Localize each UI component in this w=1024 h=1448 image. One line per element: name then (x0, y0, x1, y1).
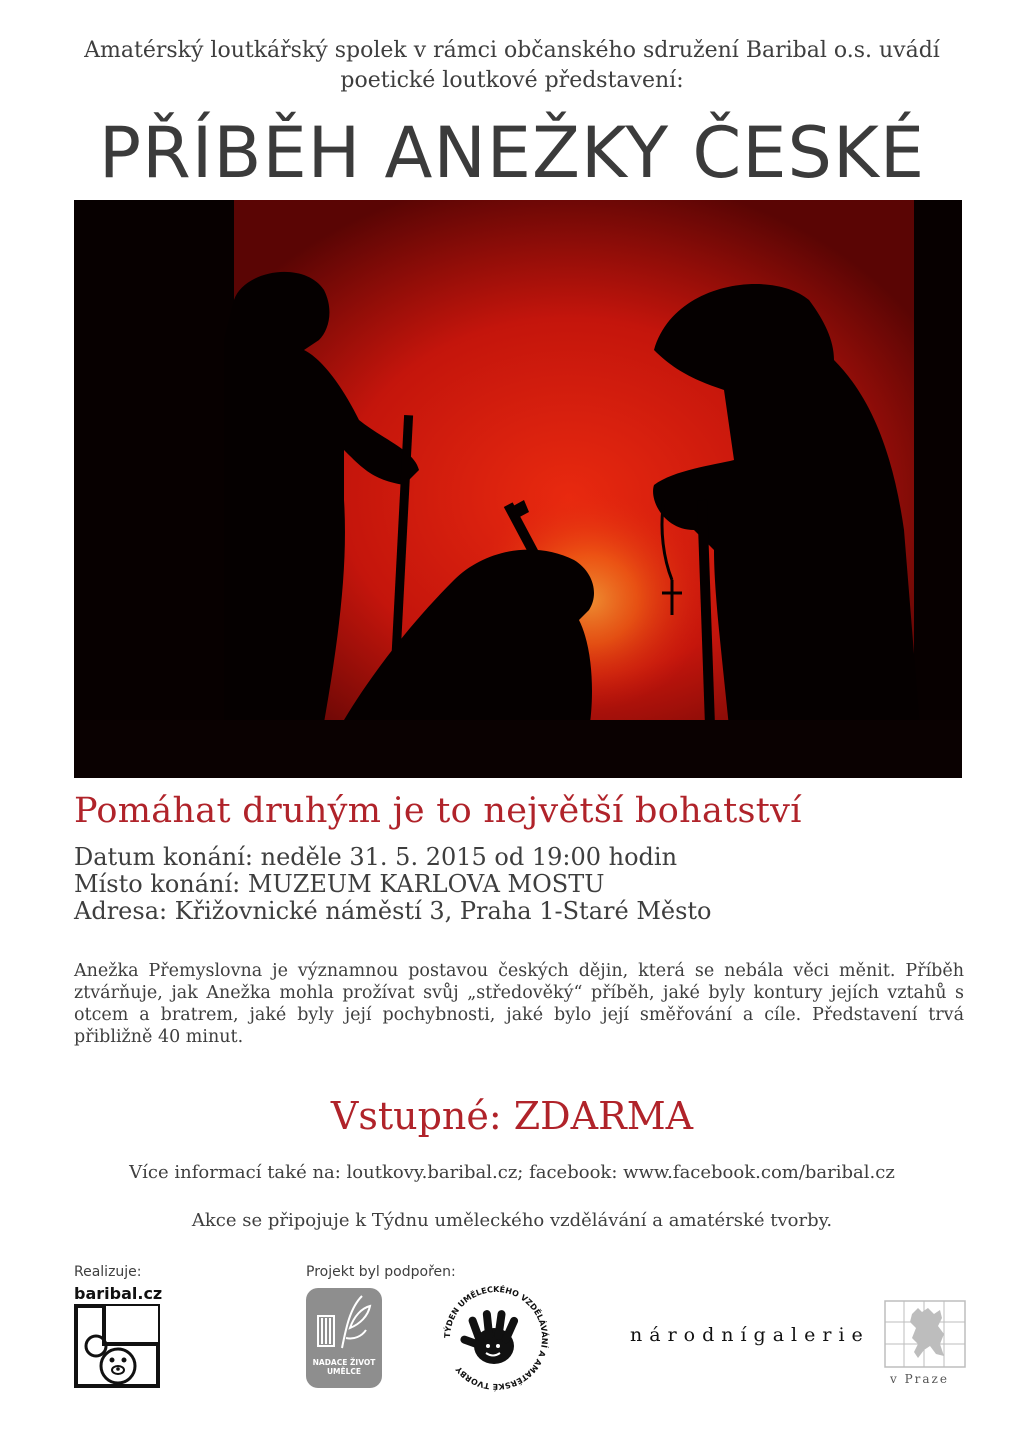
ng-logo-sub: v Praze (890, 1372, 949, 1386)
description: Anežka Přemyslovna je významnou postavou českých dějin, která se nebála věci měnit. Příběh ztvárňuje, jak Anežka mohla prožívat svůj „středověký“ příběh, jaké byly kontury jejích vztahů s otcem a bratrem, jaké byly její pochybnosti, jaké bylo její směřování a cíle. Představení trvá přibližně 40 minut. (74, 961, 964, 1047)
event-details (74, 844, 712, 925)
event-place: Místo konání: MUZEUM KARLOVA MOSTU (74, 870, 605, 898)
nadace-logo (306, 1288, 382, 1388)
event-note: Akce se připojuje k Týdnu uměleckého vzdělávání a amatérské tvorby. (191, 1210, 833, 1231)
baribal-logo-text: baribal.cz (74, 1284, 163, 1303)
narodni-galerie-logo (630, 1300, 966, 1390)
tyden-logo (440, 1282, 552, 1394)
supported-label: Projekt byl podpořen: (306, 1264, 456, 1280)
more-info: Více informací také na: loutkovy.baribal.cz; facebook: www.facebook.com/baribal.cz (129, 1162, 895, 1183)
tyden-logo-text: TÝDEN UMĚLECKÉHO VZDĚLÁVÁNÍ A AMATÉRSKÉ TVORBY (442, 1284, 550, 1392)
baribal-logo (74, 1284, 163, 1388)
admission-price: Vstupné: ZDARMA (330, 1094, 694, 1138)
nadace-logo-text: NADACE ŽIVOT UMĚLCE (312, 1358, 376, 1376)
hand-icon (440, 1282, 552, 1394)
shadow-puppet-photo (74, 200, 962, 778)
column-leaf-icon (306, 1288, 382, 1358)
ng-logo-text: národnígalerie (630, 1324, 870, 1346)
bear-icon (74, 1304, 160, 1388)
intro-line-1: Amatérský loutkářský spolek v rámci občanského sdružení Baribal o.s. uvádí (84, 38, 940, 63)
prague-lion-icon (884, 1300, 966, 1368)
realizuje-label: Realizuje: (74, 1264, 142, 1280)
event-date: Datum konání: neděle 31. 5. 2015 od 19:00 hodin (74, 843, 678, 871)
motto: Pomáhat druhým je to největší bohatství (74, 791, 802, 831)
intro-line-2: poetické loutkové představení: (340, 68, 684, 93)
poster-title: PŘÍBĚH ANEŽKY ČESKÉ (98, 112, 926, 194)
intro-text (0, 36, 1024, 96)
event-address: Adresa: Křižovnické náměstí 3, Praha 1-Staré Město (74, 897, 712, 925)
